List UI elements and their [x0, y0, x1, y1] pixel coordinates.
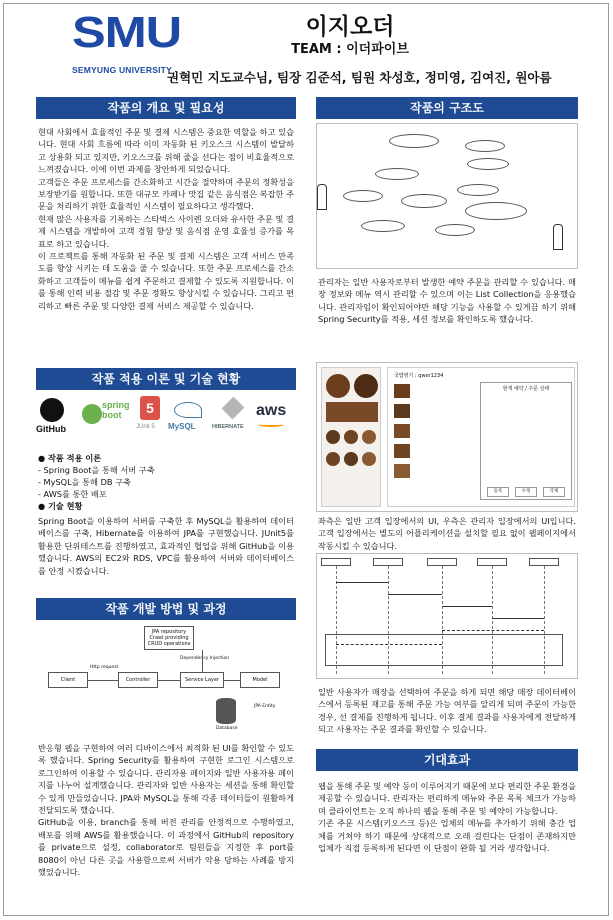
theory-item: - Spring Boot을 통해 서버 구축 [38, 465, 155, 475]
food-image [344, 430, 358, 444]
spring-icon [82, 404, 102, 424]
food-image [326, 402, 378, 422]
arrow-line [202, 650, 203, 672]
ui-screenshots [316, 362, 578, 512]
customer-ui [321, 367, 381, 507]
structure-desc-2: 좌측은 일반 고객 입장에서의 UI, 우측은 관리자 입장에서의 UI입니다. 고객 입장에서는 별도의 어플리케이션을 설치할 필요 없이 웹페이지에서 작동시킬 수 있습니다. [318, 516, 576, 551]
effect-heading: 기대효과 [316, 749, 578, 771]
aws-smile-icon [258, 422, 284, 427]
menu-thumb [394, 384, 410, 398]
food-image [362, 430, 376, 444]
structure-desc-1: 관리자는 일반 사용자로부터 발생한 예약 주문을 관리할 수 있습니다. 매장 정보와 메뉴 역시 관리할 수 있으며 이는 List Collection을 응용했습니다. 관리자임이 확인되어야만 해당 기능을 사용할 수 있게끔 하기 위해 Spring Security를 적용, 세션 정보를 확인하도록 했습니다. [318, 277, 576, 325]
arrow-line [224, 680, 240, 681]
arrow-line [158, 680, 180, 681]
spring-logo-label: spring boot [102, 400, 130, 420]
university-name: SEMYUNG UNIVERSITY [72, 65, 172, 75]
theory-title: ● 작품 적용 이론 [38, 453, 102, 463]
register-button[interactable]: 등록 [487, 487, 509, 497]
status-title: ● 기술 현황 [38, 501, 83, 511]
use-case [389, 134, 439, 148]
menu-thumb [394, 444, 410, 458]
food-image [326, 452, 340, 466]
use-case [467, 158, 509, 170]
menu-thumb [394, 404, 410, 418]
food-image [362, 452, 376, 466]
store-label: 국밥영기 : qwer1234 [394, 373, 444, 379]
overview-heading: 작품의 개요 및 필요성 [36, 97, 296, 119]
university-logo [72, 8, 181, 80]
menu-list [394, 384, 474, 502]
model-node: Model [240, 672, 280, 688]
junit-logo-label: JUnit 5 [136, 424, 155, 430]
sequence-diagram [316, 553, 578, 679]
logo-text: SMU [72, 8, 181, 57]
order-panel-title: 현재 예약 / 주문 상태 [502, 386, 550, 392]
food-image [326, 374, 350, 398]
food-image [326, 430, 340, 444]
repo-node: JPA repository Crawl providing CRUD operations [144, 626, 194, 650]
junit-icon: 5 [140, 396, 160, 420]
actor-icon [553, 224, 563, 250]
status-body: Spring Boot을 이용하여 서버를 구축한 후 MySQL을 활용하여 데이터베이스를 구축, Hibernate를 이용하여 JPA를 구현했습니다. JUnit5를 활용한 단위테스트를 진행하였고, 효과적인 협업을 위해 GitHub을 이용했습니다. AWS의 EC2와 RDS, VPC를 활용하여 서버와 데이터베이스를 안정 시켰습니다. [38, 516, 294, 576]
hibernate-icon [222, 397, 245, 420]
food-image [344, 452, 358, 466]
theory-item: - MySQL을 통해 DB 구축 [38, 477, 131, 487]
use-case [343, 190, 383, 202]
github-logo-label: GitHub [36, 424, 66, 434]
lifeline-box [529, 558, 559, 566]
use-case [435, 224, 475, 236]
http-label: Http request [90, 665, 119, 670]
order-panel [480, 382, 572, 500]
effect-body: 웹을 통해 주문 및 예약 등이 이루어지기 때문에 보다 편리한 주문 환경을 제공할 수 있습니다. 관리자는 편리하게 메뉴와 주문 목록 체크가 가능하며 클라이언트는 오직 하나의 웹을 통해 주문 및 예약이 가능합니다. 기존 주문 시스템(키오스크 등)은 업체의 메뉴를 추가하기 위해 충간 업체를 거쳐야 하기 때문에 상대적으로 오래 걸린다는 단점이 존재하지만 업체가 직접 등록하게 된다면 이 단점이 완화 될 거라 생각합니다. [318, 781, 576, 854]
menu-thumb [394, 424, 410, 438]
use-case [375, 168, 419, 180]
di-label: Dependency Injection [180, 656, 230, 661]
use-case [465, 140, 505, 152]
alt-fragment [325, 634, 563, 666]
service-node: Service Layer [180, 672, 224, 688]
db-label: Database [216, 726, 238, 731]
poster-title: 이지오더 [305, 14, 395, 40]
message-arrow [442, 606, 492, 607]
food-image [354, 374, 378, 398]
message-arrow [442, 630, 544, 631]
hibernate-logo-label: HIBERNATE [212, 424, 244, 430]
theory-item: - AWS를 통한 배포 [38, 489, 107, 499]
lifeline-box [321, 558, 351, 566]
use-case [401, 194, 447, 208]
structure-heading: 작품의 구조도 [316, 97, 578, 119]
message-arrow [492, 618, 544, 619]
mysql-icon [174, 402, 202, 418]
use-case-diagram [316, 123, 578, 269]
overview-body: 현대 사회에서 효율적인 주문 및 결제 시스템은 중요한 역할을 하고 있습니다. 현대 사회 흐름에 따라 이미 자동화 된 키오스크 시스템이 발달하고 상용화 되고 있지만, 키오스크를 위해 줄을 선다는 점이 비효율적으로 느껴졌습니다. 이에 이번 과제를 창안하게 되었습니다. 고객들은 주문 프로세스를 간소화하고 시간을 절약하며 주문의 정확성을 보장받기를 원합니다. 또한 대규모 카페나 맛집 같은 음식점은 복잡한 주문을 처리하기 위한 효율적인 시스템이 필요하다고 생각했다. 현재 많은 사용자를 기록하는 스타벅스 사이렌 오더와 유사한 주문 및 결제 시스템을 개발하여 고객 경험 향상 및 음식점 운영 효율성 증가를 목표로 하고 있습니다. 이 프로젝트를 통해 자동화 된 주문 및 결제 시스템은 고객 서비스 만족도를 향상 시키는 데 도움을 줄 수 있습니다. 또한 주문 프로세스를 간소화하고 고객들이 메뉴를 쉽게 주문하고 결제할 수 있도록 지원합니다. 이를 통해 인력 비용 절감 및 주문 정확도 향상시킬 수 있습니다. 그리고 편리하고 빠른 주문 및 다양한 결제 서비스 제공할 수 있습니다. [38, 127, 294, 311]
method-body: 반응형 웹을 구현하여 여러 디바이스에서 최적화 된 UI를 확인할 수 있도록 했습니다. Spring Security를 활용하여 구현한 로그인 시스템으로 로그인하여 이용할 수 있습니다. 관리자용 페이지와 일반 사용자용 페이지를 나누어 설계했습니다. 관리자와 일반 사용자는 세션을 통해 확인할 수 있게 만들었습니다. JPA와 MySQL을 통해 각종 데이터들이 원활하게 전달되도록 했습니다. GitHub을 이용, branch를 통해 버전 관리를 안정적으로 수행하였고, 배포를 위해 AWS를 활용했습니다. 이 과정에서 GitHub의 repository를 private으로 설정, collaborator로 팀원들을 지정한 후 port를 8080이 아닌 다른 곳을 사용함으로써 서버가 악용 당하는 사례를 방지했었습니다. [38, 743, 294, 878]
database-icon [216, 698, 236, 724]
controller-node: Controller [118, 672, 158, 688]
delete-button[interactable]: 삭제 [543, 487, 565, 497]
jpa-label: JPA Entity [254, 704, 276, 709]
message-arrow [388, 594, 442, 595]
lifeline-box [373, 558, 403, 566]
message-arrow [336, 582, 388, 583]
arrow-line [88, 680, 118, 681]
lifeline-box [477, 558, 507, 566]
admin-ui [387, 367, 575, 507]
actor-icon [317, 184, 327, 210]
lifeline-box [427, 558, 457, 566]
member-list: 권혁민 지도교수님, 팀장 김준석, 팀원 차성호, 정미영, 김여진, 원아름 [167, 70, 552, 85]
tech-logos [36, 396, 296, 442]
use-case [361, 220, 405, 232]
architecture-diagram [40, 624, 290, 736]
client-node: Client [48, 672, 88, 688]
use-case [465, 202, 527, 220]
aws-logo-label: aws [256, 402, 287, 419]
tech-heading: 작품 적용 이론 및 기술 현황 [36, 368, 296, 390]
method-heading: 작품 개발 방법 및 과정 [36, 598, 296, 620]
team-name: TEAM : 이더파이브 [291, 42, 409, 57]
github-icon [40, 398, 64, 422]
menu-thumb [394, 464, 410, 478]
use-case [457, 184, 499, 196]
structure-desc-3: 일반 사용자가 매장을 선택하여 주문을 하게 되면 해당 매장 데이터베이스에서 등록된 재고를 통해 주문 가능 여부를 알리게 되며 주문이 가능한 경우, 선 결제를 진행하게 됩니다. 이후 결제 결과를 사용자에게 전달하게 되고 사용자는 주문 결과를 확인할 수 있습니다. [318, 687, 576, 735]
mysql-logo-label: MySQL [168, 422, 196, 431]
edit-button[interactable]: 수정 [515, 487, 537, 497]
